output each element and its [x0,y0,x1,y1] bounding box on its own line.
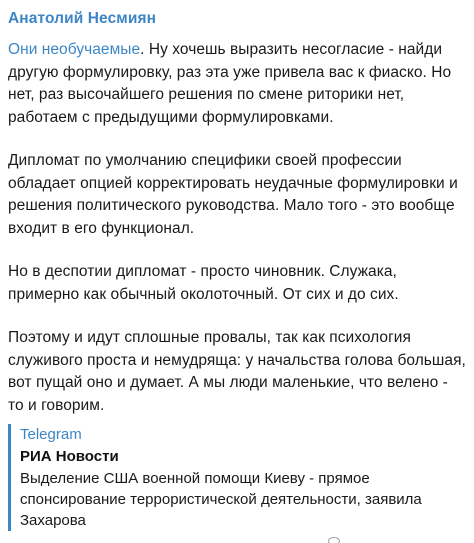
quote-text: Выделение США военной помощи Киеву - прямое спонсирование террористической деятельности, заявила Захарова [20,470,422,529]
paragraph-1-text: . Ну хочешь выразить несогласие - найди другую формулировку, раз эта уже привела вас к фиаско. Но нет, раз высочайшего решения по смене риторики нет, работаем с предыдущими формулировками. [8,41,452,126]
quoted-message[interactable] [8,424,466,531]
paragraph-1 [8,39,466,129]
paragraph-4: Поэтому и идут сплошные провалы, так как психология служивого проста и немудряща: у начальства голова большая, вот пущай оно и думает. А мы люди маленькие, что велено - то и говорим. [8,329,466,414]
post-author[interactable]: Анатолий Несмиян [8,10,157,27]
quote-source: Telegram [20,426,82,443]
eye-icon [328,537,340,543]
quote-channel: РИА Новости [20,448,119,465]
paragraph-3: Но в деспотии дипломат - просто чиновник. Служака, примерно как обычный околоточный. От сих и до сих. [8,263,399,303]
post-footer [328,535,468,543]
highlighted-link[interactable]: Они необучаемые [8,41,141,58]
paragraph-2: Дипломат по умолчанию специфики своей профессии обладает опцией корректировать неудачные формулировки и решения политического руководства. Мало того - это вообще входит в его функционал. [8,152,458,237]
